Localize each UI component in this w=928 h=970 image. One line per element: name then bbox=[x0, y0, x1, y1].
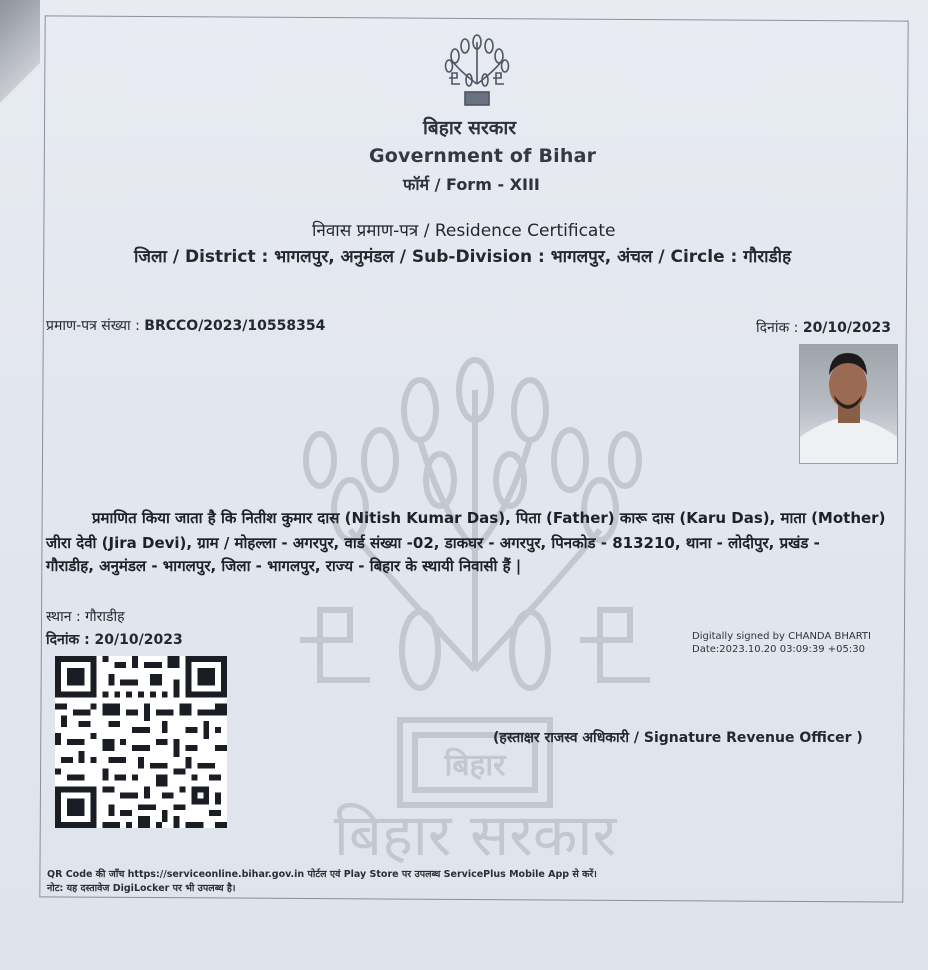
applicant-photo bbox=[799, 344, 898, 464]
digital-signature bbox=[692, 630, 871, 656]
government-title: Government of Bihar bbox=[369, 145, 597, 167]
district-line: जिला / District : भागलपुर, अनुमंडल / Sub-Division : भागलपुर, अंचल / Circle : गौराडीह bbox=[134, 247, 792, 267]
qr-verification-note: QR Code की जाँच https://serviceonline.bihar.gov.in पोर्टल एवं Play Store पर उपलब्ध ServicePlus Mobile App से करें। bbox=[47, 869, 597, 880]
watermark-text: बिहार सरकार bbox=[333, 801, 617, 869]
body-line-1: प्रमाणित किया जाता है कि नितीश कुमार दास (Nitish Kumar Das), पिता (Father) कारू दास (Karu Das), माता (Mother) bbox=[92, 509, 886, 527]
certificate-number bbox=[46, 316, 325, 335]
signature-label: (हस्ताक्षर राजस्व अधिकारी / Signature Revenue Officer ) bbox=[493, 730, 863, 746]
certificate-number-label: प्रमाण-पत्र संख्या : bbox=[46, 318, 140, 334]
paper-corner-shadow bbox=[0, 0, 40, 130]
body-line-3: गौराडीह, अनुमंडल - भागलपुर, जिला - भागलपुर, राज्य - बिहार के स्थायी निवासी हैं | bbox=[46, 557, 522, 575]
digilocker-note: नोट: यह दस्तावेज DigiLocker पर भी उपलब्ध है। bbox=[47, 883, 236, 894]
watermark-emblem-text: बिहार bbox=[444, 748, 506, 783]
place-line: स्थान : गौराडीह bbox=[46, 609, 125, 625]
digital-signature-line-2: Date:2023.10.20 03:09:39 +05:30 bbox=[692, 644, 865, 655]
certificate-number-value: BRCCO/2023/10558354 bbox=[144, 318, 326, 334]
place-date-line: दिनांक : 20/10/2023 bbox=[46, 632, 183, 648]
certificate-date-label: दिनांक : bbox=[756, 320, 799, 336]
bihar-emblem-logo bbox=[441, 34, 513, 108]
certificate-date-value: 20/10/2023 bbox=[802, 320, 891, 336]
body-line-2: जीरा देवी (Jira Devi), ग्राम / मोहल्ला - अगरपुर, वार्ड संख्या -02, डाकघर - अगरपुर, पिनकोड - 813210, थाना - लोदीपुर, प्रखंड - bbox=[46, 534, 820, 552]
bihar-emblem-watermark bbox=[290, 350, 660, 870]
certificate-date bbox=[756, 318, 891, 337]
form-number: फॉर्म / Form - XIII bbox=[403, 175, 540, 194]
hindi-title: बिहार सरकार bbox=[423, 117, 517, 139]
digital-signature-line-1: Digitally signed by CHANDA BHARTI bbox=[692, 631, 871, 642]
certificate-title: निवास प्रमाण-पत्र / Residence Certificate bbox=[312, 221, 616, 241]
qr-code bbox=[55, 656, 227, 828]
